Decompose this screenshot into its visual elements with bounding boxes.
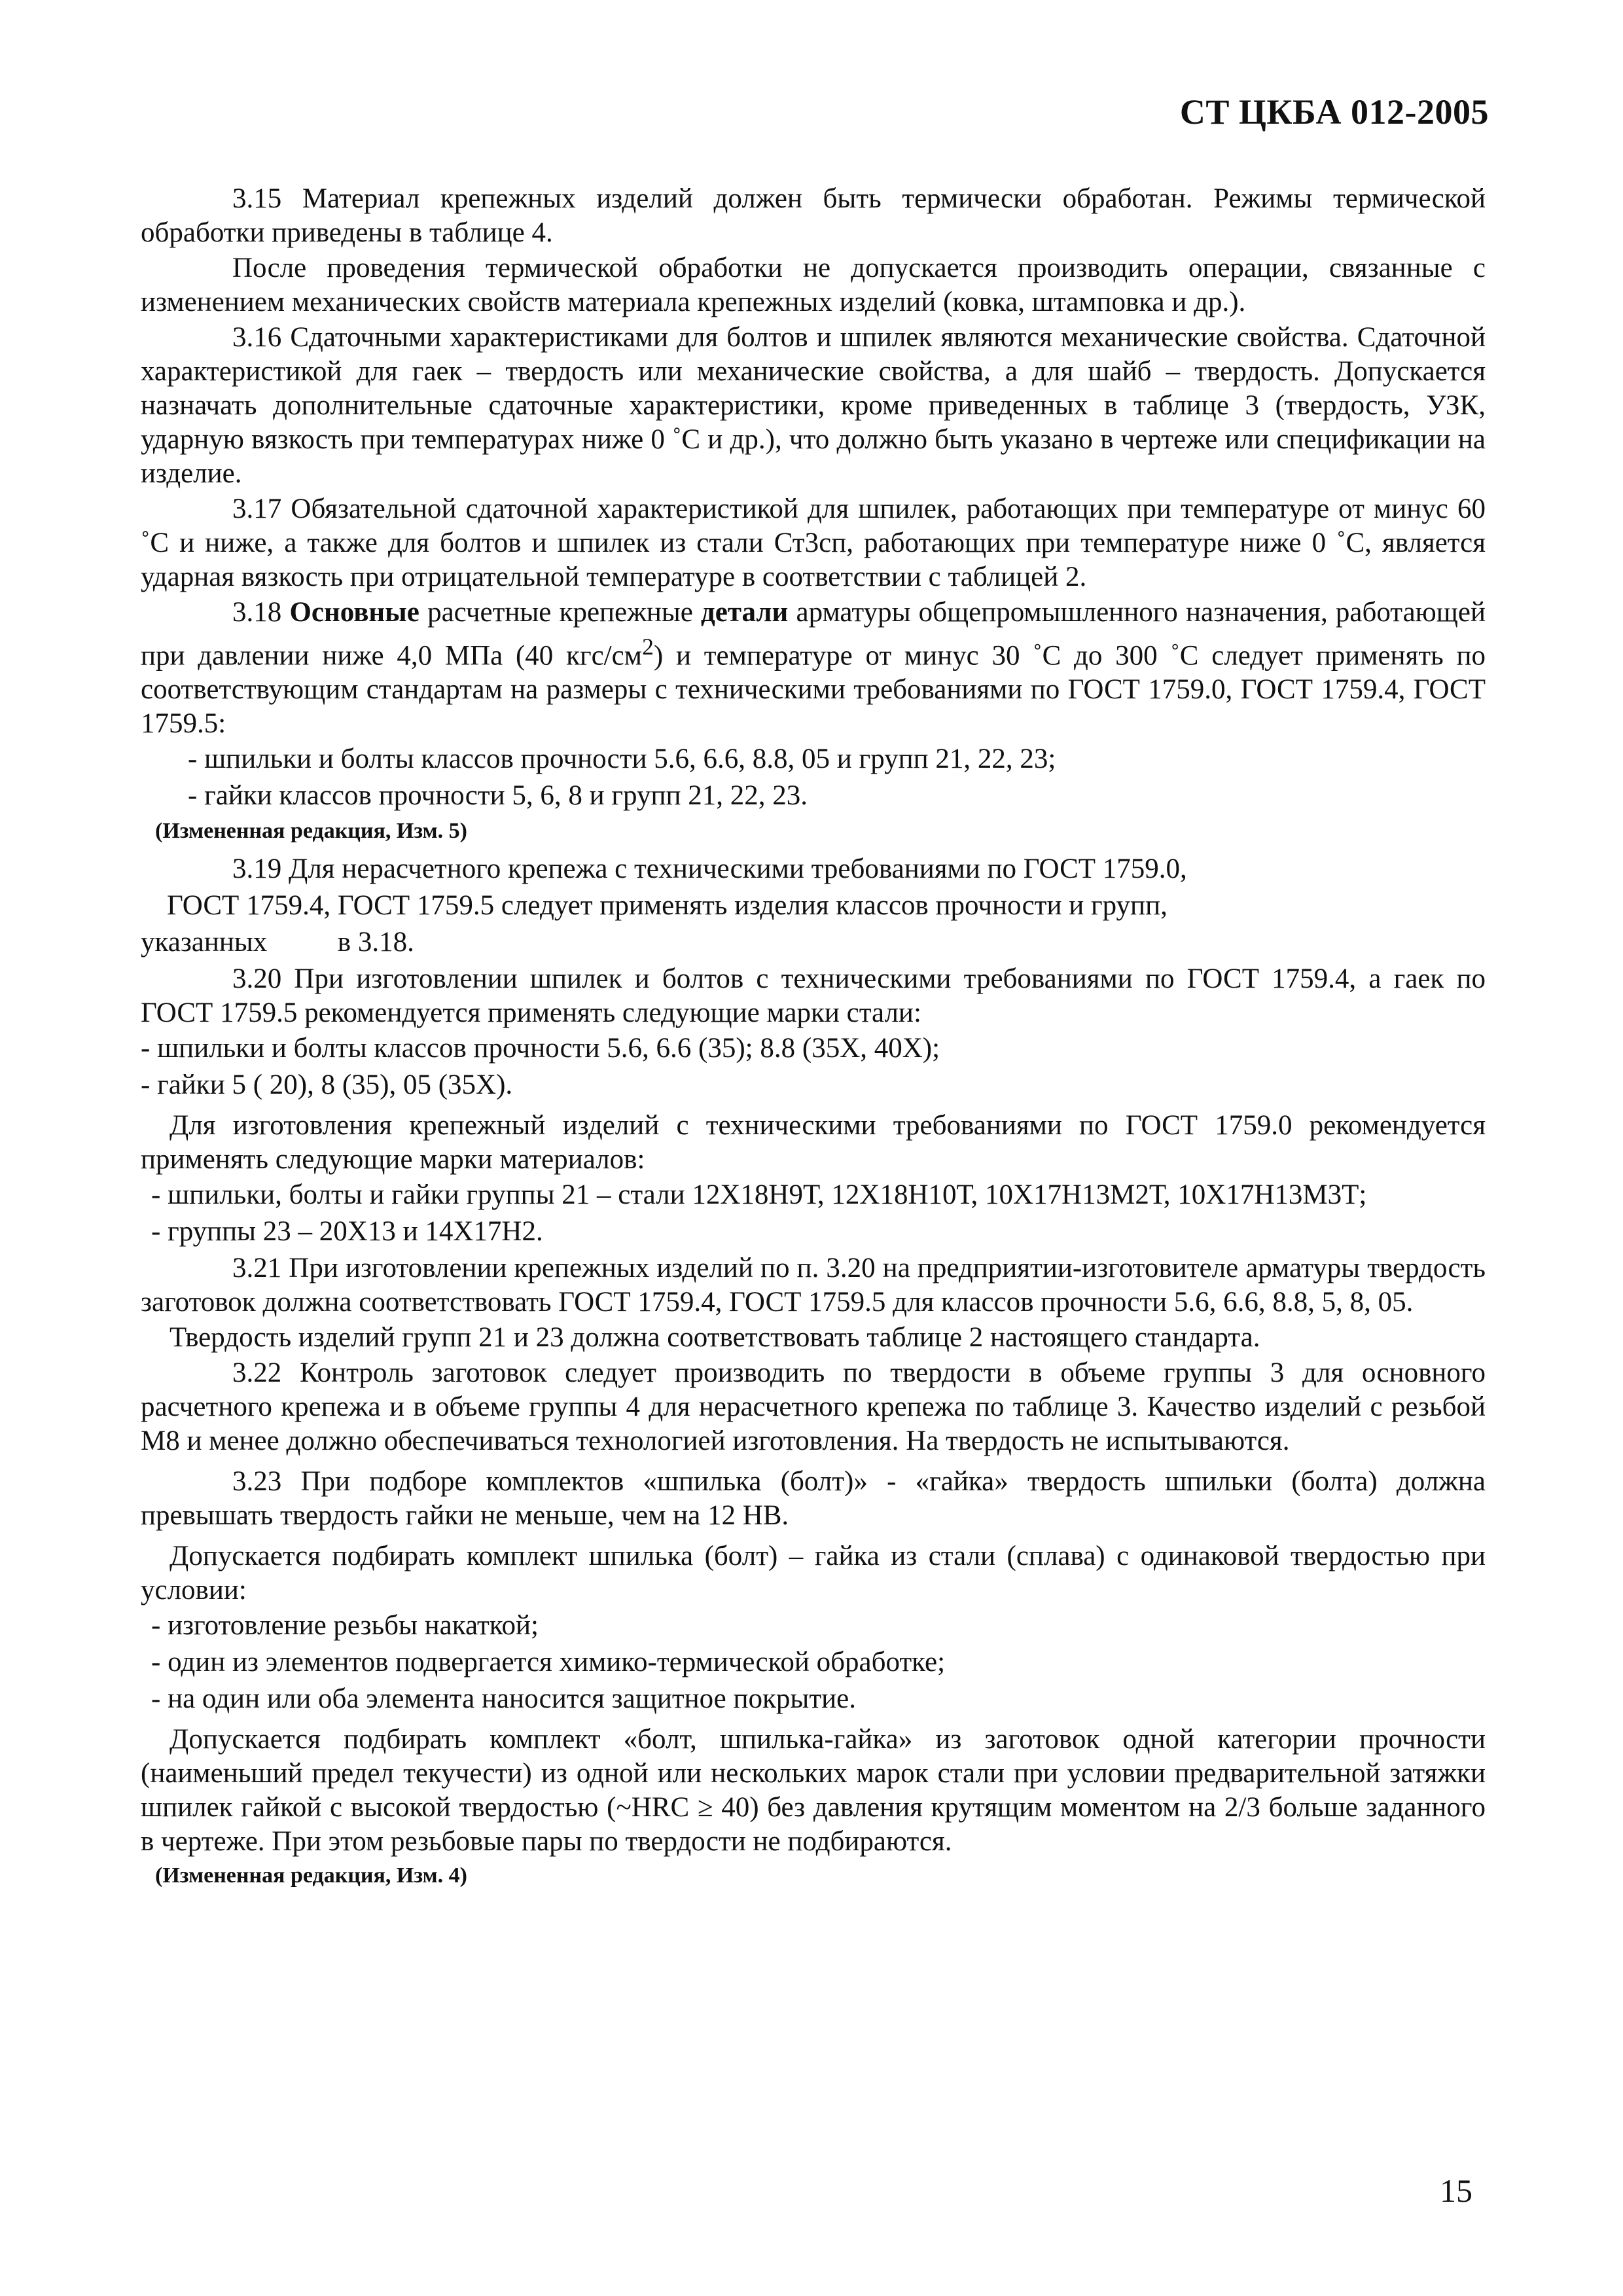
list-item: - один из элементов подвергается химико-термической обработке; <box>151 1647 946 1678</box>
list-item: - изготовление резьбы накаткой; <box>151 1610 539 1641</box>
document-body <box>141 182 1486 1897</box>
amendment-note: (Измененная редакция, Изм. 4) <box>155 1863 467 1888</box>
paragraph-3-19-line: ГОСТ 1759.4, ГОСТ 1759.5 следует применять изделия классов прочности и групп, <box>167 890 1168 922</box>
paragraph-3-15-heat-treatment: После проведения термической обработки не допускается производить операции, связанные с изменением механических свойств материала крепежных изделий (ковка, штамповка и др.). <box>141 253 1486 317</box>
paragraph-3-22: 3.22 Контроль заготовок следует производить по твердости в объеме группы 3 для основного расчетного крепежа и в объеме группы 4 для нерасчетного крепежа по таблице 3. Качество изделий с резьбой М8 и менее должно обеспечиваться технологией изготовления. На твердость не испытываются. <box>141 1357 1486 1457</box>
list-item: - шпильки и болты классов прочности 5.6, 6.6, 8.8, 05 и групп 21, 22, 23; <box>188 744 1056 775</box>
paragraph-3-19-line: указанных в 3.18. <box>141 927 414 958</box>
paragraph-3-15: 3.15 Материал крепежных изделий должен быть термически обработан. Режимы термической обработки приведены в таблице 4. <box>141 183 1486 248</box>
superscript: 2 <box>641 634 654 660</box>
paragraph-3-20-materials: Для изготовления крепежный изделий с техническими требованиями по ГОСТ 1759.0 рекомендуется применять следующие марки материалов: <box>141 1110 1486 1175</box>
paragraph-text: ) и температуре от минус 30 ˚С до 300 ˚С следует применять по соответствующим стандартам на размеры с техническими требованиями по ГОСТ 1759.0, ГОСТ 1759.4, ГОСТ 1759.5: <box>141 640 1486 740</box>
list-item: - гайки классов прочности 5, 6, 8 и групп 21, 22, 23. <box>188 780 808 812</box>
list-item: - гайки 5 ( 20), 8 (35), 05 (35Х). <box>141 1069 513 1101</box>
list-item: - шпильки, болты и гайки группы 21 – стали 12Х18Н9Т, 12Х18Н10Т, 10Х17Н13М2Т, 10Х17Н13М3Т; <box>151 1179 1367 1211</box>
paragraph-3-23: 3.23 При подборе комплектов «шпилька (болт)» - «гайка» твердость шпильки (болта) должна превышать твердость гайки не меньше, чем на 12 НВ. <box>141 1466 1486 1532</box>
paragraph-3-21: 3.21 При изготовлении крепежных изделий по п. 3.20 на предприятии-изготовителе арматуры твердость заготовок должна соответствовать ГОСТ 1759.4, ГОСТ 1759.5 для классов прочности 5.6, 6.6, 8.8, 5, 8, 05. <box>141 1253 1486 1318</box>
bold-term: Основные <box>289 597 419 628</box>
document-code: СТ ЦКБА 012-2005 <box>1179 92 1489 132</box>
paragraph-3-21-hardness: Твердость изделий групп 21 и 23 должна соответствовать таблице 2 настоящего стандарта. <box>169 1322 1260 1354</box>
paragraph-text: арматуры общепромышленного назначения, работающей при давлении ниже 4,0 МПа (40 кгс/см <box>141 597 1486 672</box>
bold-term: детали <box>701 597 789 628</box>
paragraph-3-23-sets: Допускается подбирать комплект шпилька (болт) – гайка из стали (сплава) с одинаковой твердостью при условии: <box>141 1541 1486 1606</box>
paragraph-3-23-preload: Допускается подбирать комплект «болт, шпилька-гайка» из заготовок одной категории прочности (наименьший предел текучести) из одной или нескольких марок стали при условии предварительной затяжки шпилек гайкой с высокой твердостью (~HRC ≥ 40) без давления крутящим моментом на 2/3 больше заданного в чертеже. При этом резьбовые пары по твердости не подбираются. <box>141 1724 1486 1857</box>
paragraph-3-16: 3.16 Сдаточными характеристиками для болтов и шпилек являются механические свойства. Сдаточной характеристикой для гаек – твердость или механические свойства, а для шайб – твердость. Допускается назначать дополнительные сдаточные характеристики, кроме приведенных в таблице 3 (твердость, УЗК, ударную вязкость при температурах ниже 0 ˚С и др.), что должно быть указано в чертеже или спецификации на изделие. <box>141 322 1486 489</box>
paragraph-3-20: 3.20 При изготовлении шпилек и болтов с техническими требованиями по ГОСТ 1759.4, а гаек по ГОСТ 1759.5 рекомендуется применять следующие марки стали: <box>141 963 1486 1029</box>
list-item: - шпильки и болты классов прочности 5.6, 6.6 (35); 8.8 (35Х, 40Х); <box>141 1033 940 1064</box>
paragraph-3-17: 3.17 Обязательной сдаточной характеристикой для шпилек, работающих при температуре от минус 60 ˚С и ниже, а также для болтов и шпилек из стали Ст3сп, работающих при температуре ниже 0 ˚С, является ударная вязкость при отрицательной температуре в соответствии с таблицей 2. <box>141 493 1486 592</box>
list-item: - группы 23 – 20Х13 и 14Х17Н2. <box>151 1216 543 1247</box>
paragraph-text: расчетные крепежные <box>427 597 693 628</box>
paragraph-3-18 <box>141 596 1486 741</box>
page-number: 15 <box>1440 2172 1472 2209</box>
clause-number: 3.18 <box>232 597 282 628</box>
list-item: - на один или оба элемента наносится защитное покрытие. <box>151 1683 856 1715</box>
paragraph-3-19-line: 3.19 Для нерасчетного крепежа с техническими требованиями по ГОСТ 1759.0, <box>232 853 1187 885</box>
amendment-note: (Измененная редакция, Изм. 5) <box>155 819 467 844</box>
